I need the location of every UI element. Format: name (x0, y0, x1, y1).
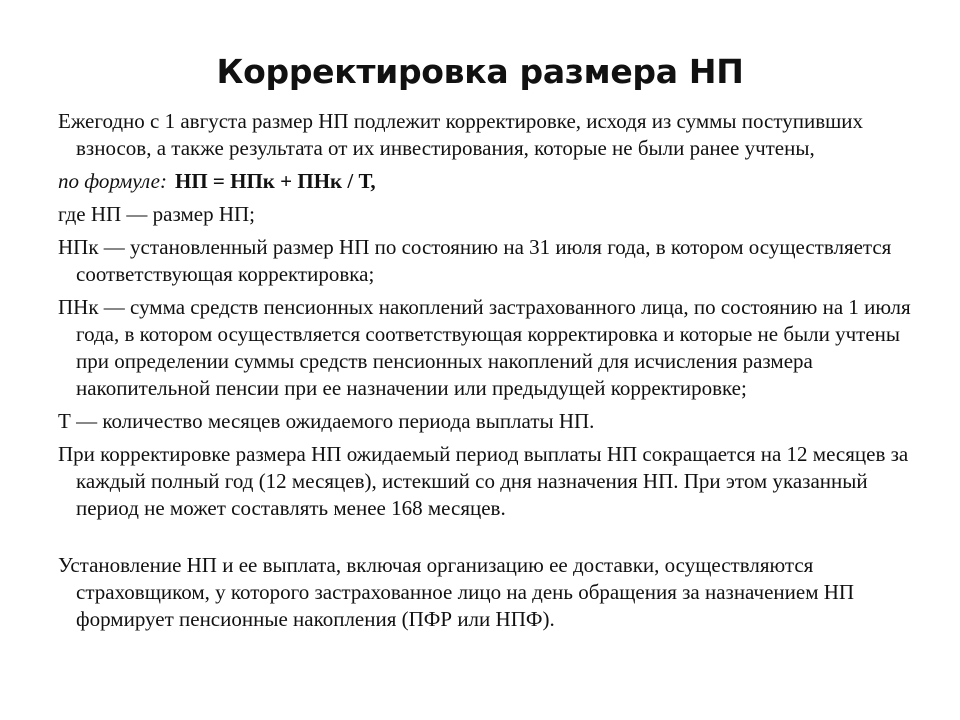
slide-title: Корректировка размера НП (216, 52, 744, 91)
slide-body (58, 108, 916, 639)
formula-label: по формуле: (58, 169, 167, 193)
paragraph-period-reduction: При корректировке размера НП ожидаемый период выплаты НП сокращается на 12 месяцев за каждый полный год (12 месяцев), истекший со дня назначения НП. При этом указанный период не может составлять менее 168 месяцев. (58, 442, 909, 520)
paragraph-npk-definition: НПк — установленный размер НП по состоянию на 31 июля года, в котором осуществляется соответствующая корректировка; (58, 235, 892, 286)
paragraph-establishment: Установление НП и ее выплата, включая организацию ее доставки, осуществляются страховщиком, у которого застрахованное лицо на день обращения за назначением НП формирует пенсионные накопления (ПФР или НПФ). (58, 553, 855, 631)
formula-line (58, 168, 916, 195)
paragraph-t-definition: Т — количество месяцев ожидаемого периода выплаты НП. (58, 409, 595, 433)
paragraph-np-definition: где НП — размер НП; (58, 202, 255, 226)
paragraph-intro: Ежегодно с 1 августа размер НП подлежит корректировке, исходя из суммы поступивших взносов, а также результата от их инвестирования, которые не были ранее учтены, (58, 109, 864, 160)
formula-expression: НП = НПк + ПНк / Т, (175, 169, 376, 193)
paragraph-pnk-definition: ПНк — сумма средств пенсионных накоплений застрахованного лица, по состоянию на 1 июля года, в котором осуществляется соответствующая корректировка и которые не были учтены при определении суммы средств пенсионных накоплений для исчисления размера накопительной пенсии при ее назначении или предыдущей корректировке; (58, 295, 911, 400)
